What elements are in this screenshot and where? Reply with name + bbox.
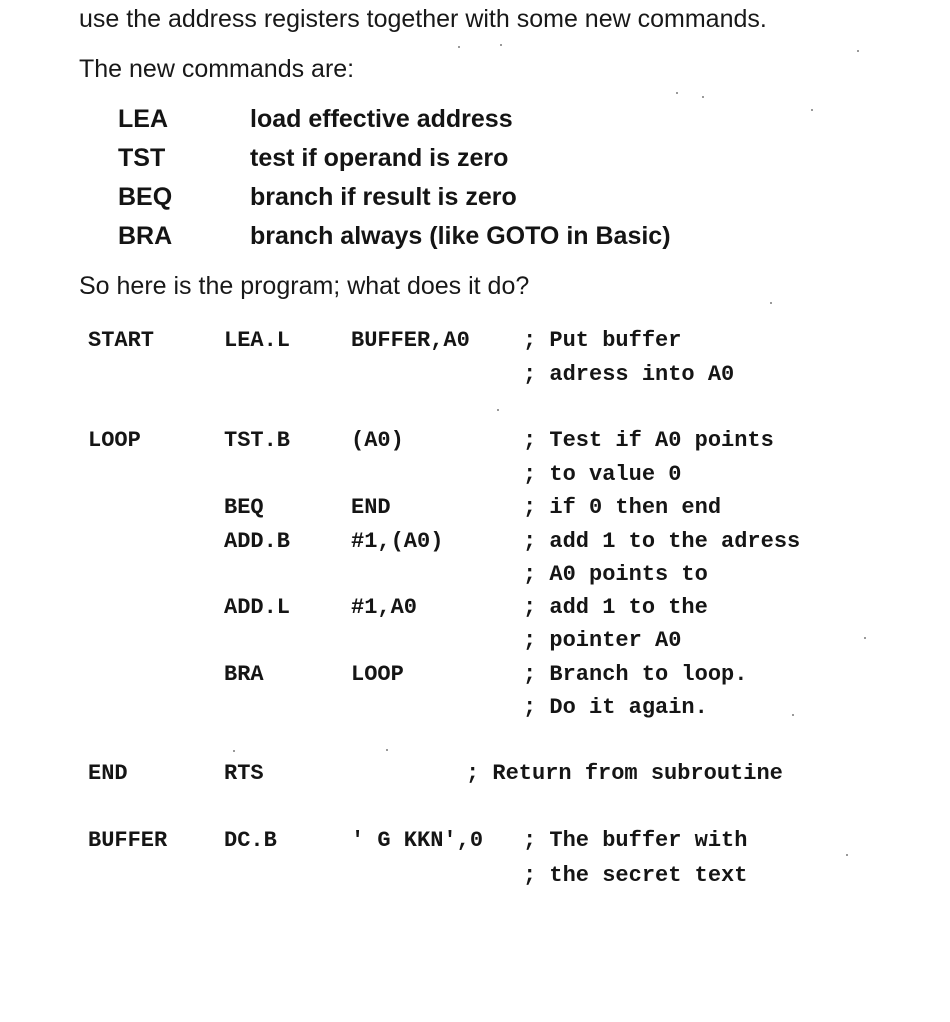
code-comment: ; add 1 to the [523,595,708,620]
scan-speck [792,714,794,716]
scan-speck [811,109,813,111]
code-comment: ; Return from subroutine [466,761,783,786]
code-operand: LOOP [351,662,404,687]
code-comment: ; Put buffer [523,328,682,353]
code-comment: ; Test if A0 points [523,428,774,453]
code-line [88,691,938,724]
command-description: branch always (like GOTO in Basic) [250,222,671,250]
code-line [88,558,938,591]
code-label: BUFFER [88,828,168,853]
assembly-listing [88,324,938,904]
code-opcode: ADD.B [224,529,291,554]
code-line [88,358,938,391]
code-comment: ; pointer A0 [523,628,682,653]
command-name: LEA [118,105,168,133]
code-opcode: LEA.L [224,328,291,353]
scan-speck [233,750,235,752]
code-operand: ' G KKN',0 [351,828,484,853]
code-operand: (A0) [351,428,404,453]
code-operand: END [351,495,391,520]
command-description: test if operand is zero [250,144,509,172]
code-line [88,859,938,892]
code-line [88,824,938,857]
code-label: END [88,761,128,786]
code-operand: BUFFER,A0 [351,328,470,353]
code-line [88,491,938,524]
code-line [88,658,938,691]
code-line [88,324,938,357]
code-opcode: BRA [224,662,264,687]
code-comment: ; to value 0 [523,462,682,487]
code-comment: ; add 1 to the adress [523,529,801,554]
scan-speck [458,46,460,48]
scan-speck [846,854,848,856]
scan-speck [500,44,502,46]
code-operand: #1,A0 [351,595,418,620]
scan-speck [676,92,678,94]
command-description: branch if result is zero [250,183,517,211]
code-line [88,624,938,657]
scan-speck [702,96,704,98]
command-name: BEQ [118,183,173,211]
code-operand: #1,(A0) [351,529,444,554]
scan-speck [770,302,772,304]
scan-speck [857,50,859,52]
command-name: TST [118,144,166,172]
command-name: BRA [118,222,173,250]
code-comment: ; A0 points to [523,562,708,587]
code-opcode: TST.B [224,428,291,453]
code-label: LOOP [88,428,141,453]
code-comment: ; if 0 then end [523,495,722,520]
code-line [88,757,938,790]
code-opcode: ADD.L [224,595,291,620]
scan-speck [497,409,499,411]
command-description: load effective address [250,105,513,133]
code-opcode: RTS [224,761,264,786]
code-comment: ; The buffer with [523,828,748,853]
code-opcode: BEQ [224,495,264,520]
code-line [88,424,938,457]
code-label: START [88,328,155,353]
code-line [88,591,938,624]
code-line [88,458,938,491]
code-comment: ; adress into A0 [523,362,735,387]
code-comment: ; Do it again. [523,695,708,720]
program-question: So here is the program; what does it do? [79,272,530,300]
scan-speck [386,749,388,751]
scan-speck [864,637,866,639]
code-comment: ; the secret text [523,863,748,888]
code-opcode: DC.B [224,828,277,853]
code-comment: ; Branch to loop. [523,662,748,687]
code-line [88,525,938,558]
intro-line-1: use the address registers together with some new commands. [79,5,767,33]
intro-line-2: The new commands are: [79,55,355,83]
